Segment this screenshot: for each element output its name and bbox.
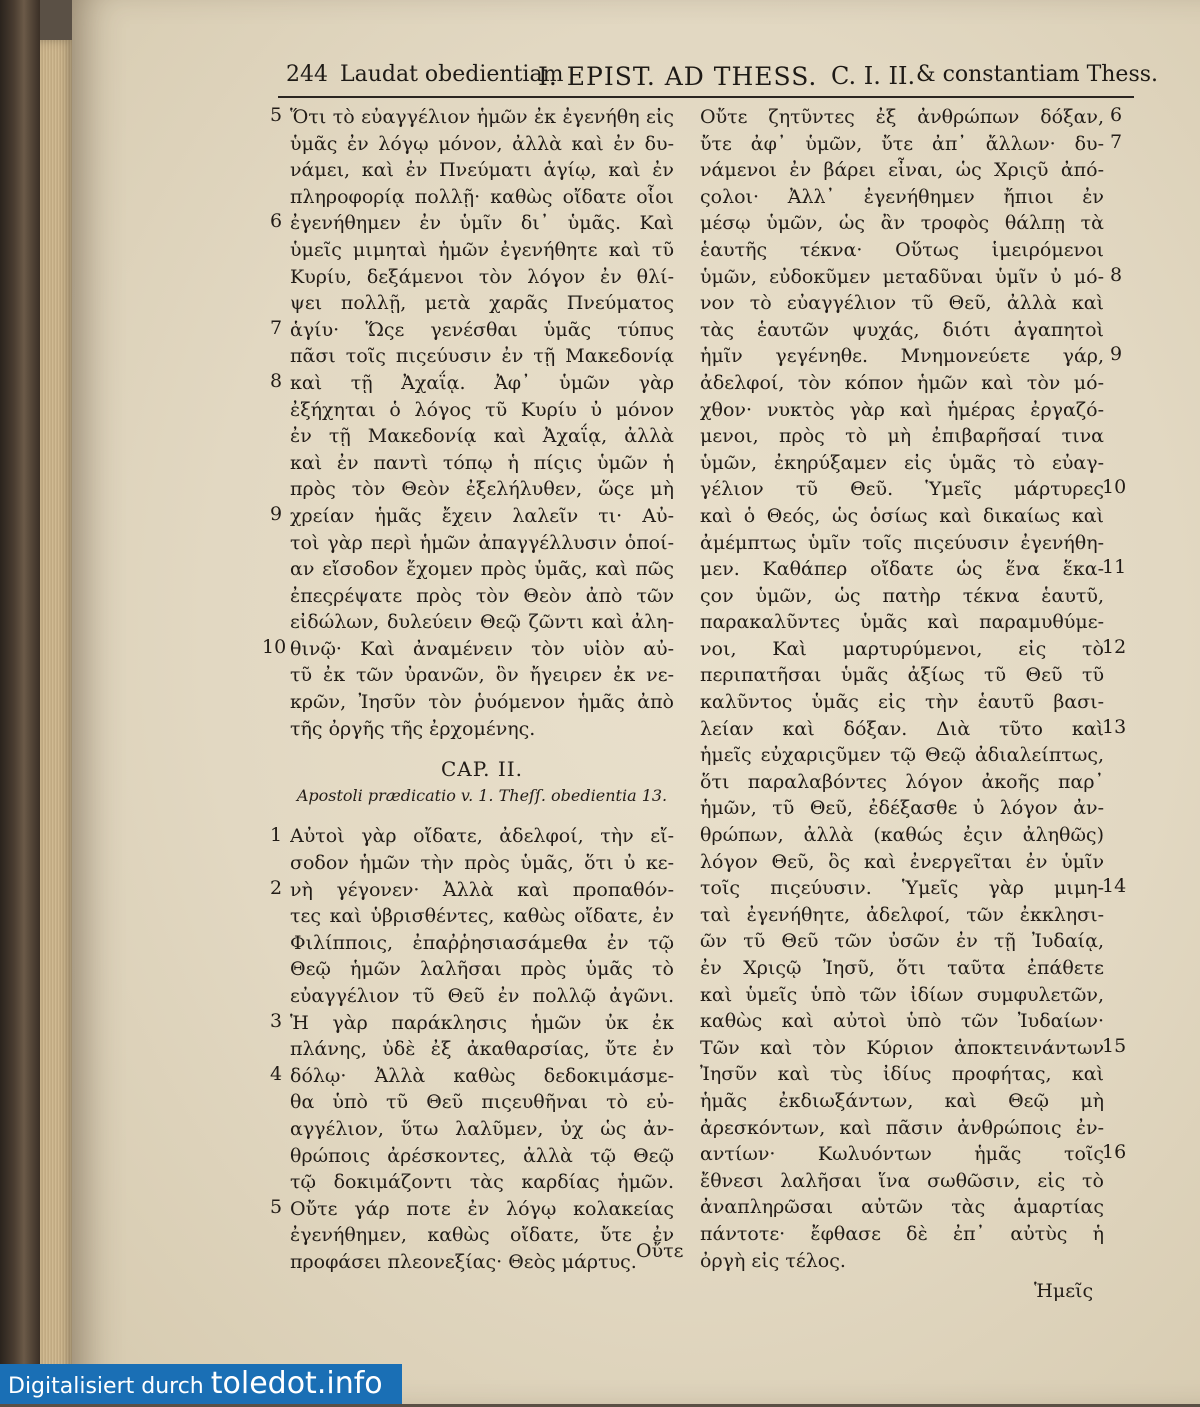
text-line: ψει πολλῇ, μετὰ χαρᾶς Πνεύματος xyxy=(290,292,674,315)
text-line: ἐγενήθημεν, καθὼς οἴδατε, ὔτε ἐν xyxy=(290,1224,674,1247)
text-line: ἐγενήθημεν ἐν ὑμῖν δι᾽ ὑμᾶς. Καὶ xyxy=(290,212,674,235)
text-line: ἀρεσκόντων, καὶ πᾶσιν ἀνθρώποις ἐν- xyxy=(700,1116,1104,1139)
text-line: ὀργὴ εἰς τέλος. xyxy=(700,1249,846,1272)
text-line: πληροφορίᾳ πολλῇ· καθὼς οἴδατε οἷοι xyxy=(290,185,674,208)
text-line: νάμει, καὶ ἐν Πνεύματι ἁγίῳ, καὶ ἐν xyxy=(290,159,674,182)
text-line: μέσῳ ὑμῶν, ὡς ἂν τροφὸς θάλπῃ τὰ xyxy=(700,212,1104,235)
header-title: I. EPIST. AD THESS. xyxy=(538,62,818,91)
text-line: ἡμῖν γεγένηθε. Μνημονεύετε γάρ, xyxy=(700,345,1104,368)
text-line: θινῷ· Καὶ ἀναμένειν τὸν υἱὸν αὐ- xyxy=(290,637,674,660)
text-line: καλῦντος ὑμᾶς εἰς τὴν ἑαυτῦ βασι- xyxy=(700,691,1104,714)
text-line: Οὔτε γάρ ποτε ἐν λόγῳ κολακείας xyxy=(290,1197,674,1220)
text-line: λόγον Θεῦ, ὃς καὶ ἐνεργεῖται ἐν ὑμῖν xyxy=(700,850,1104,873)
text-line: δόλῳ· Ἀλλὰ καθὼς δεδοκιμάσμε- xyxy=(290,1064,674,1087)
text-line: νοι, Καὶ μαρτυρύμενοι, εἰς τὸ xyxy=(700,637,1104,660)
verse-number: 1 xyxy=(270,823,283,846)
text-line: ἑαυτῆς τέκνα· Οὕτως ἱμειρόμενοι xyxy=(700,238,1104,261)
text-line: Ἰησῦν καὶ τὺς ἰδίυς προφήτας, καὶ xyxy=(700,1063,1104,1086)
right-text xyxy=(700,104,1104,1274)
text-line: ἐπεςρέψατε πρὸς τὸν Θεὸν ἀπὸ τῶν xyxy=(290,584,674,607)
text-line: ἐν τῇ Μακεδονίᾳ καὶ Ἀχαΐᾳ, ἀλλὰ xyxy=(290,425,674,448)
text-line: πλάνης, ὐδὲ ἐξ ἀκαθαρσίας, ὔτε ἐν xyxy=(290,1038,674,1061)
verse-number: 8 xyxy=(1110,263,1123,286)
watermark-prefix: Digitalisiert durch xyxy=(8,1374,204,1399)
text-line: καὶ ἐν παντὶ τόπῳ ἡ πίςις ὑμῶν ἡ xyxy=(290,451,674,474)
verse-number: 13 xyxy=(1102,715,1127,738)
text-line: ἀναπληρῶσαι αὐτῶν τὰς ἁμαρτίας xyxy=(700,1196,1104,1219)
left-column xyxy=(290,104,674,1276)
text-line: ςολοι· Ἀλλ᾽ ἐγενήθημεν ἤπιοι ἐν xyxy=(700,185,1104,208)
text-line: Οὔτε ζητῦντες ἐξ ἀνθρώπων δόξαν, xyxy=(700,106,1104,128)
text-line: μενοι, πρὸς τὸ μὴ ἐπιβαρῆσαί τινα xyxy=(700,425,1104,448)
text-line: ὑμεῖς μιμηταὶ ἡμῶν ἐγενήθητε καὶ τῦ xyxy=(290,238,674,261)
text-line: ἔθνεσι λαλῆσαι ἵνα σωθῶσιν, εἰς τὸ xyxy=(700,1169,1104,1192)
text-line: ὑμᾶς ἐν λόγῳ μόνον, ἀλλὰ καὶ ἐν δυ- xyxy=(290,132,674,155)
right-catchword: Ἡμεῖς xyxy=(1034,1280,1094,1302)
text-line: ὔτε ἀφ᾽ ὑμῶν, ὔτε ἀπ᾽ ἄλλων· δυ- xyxy=(700,132,1104,155)
text-line: θρώπων, ἀλλὰ (καθώς ἐςιν ἀληθῶς) xyxy=(700,824,1104,847)
text-line: χθον· νυκτὸς γὰρ καὶ ἡμέρας ἐργαζό- xyxy=(700,398,1104,421)
text-line: πρὸς τὸν Θεὸν ἐξελήλυθεν, ὥςε μὴ xyxy=(290,478,674,501)
text-line: ἀμέμπτως ὑμῖν τοῖς πιςεύυσιν ἐγενήθη- xyxy=(700,531,1104,554)
text-line: καὶ ὑμεῖς ὑπὸ τῶν ἰδίων συμφυλετῶν, xyxy=(700,983,1104,1006)
text-line: θρώποις ἀρέσκοντες, ἀλλὰ τῷ Θεῷ xyxy=(290,1144,674,1167)
text-line: νὴ γέγονεν· Ἀλλὰ καὶ προπαθόν- xyxy=(290,878,674,901)
text-line: ὅτι παραλαβόντες λόγον ἀκοῆς παρ᾽ xyxy=(700,770,1104,793)
text-line: τὰς ἑαυτῶν ψυχάς, διότι ἀγαπητοὶ xyxy=(700,318,1104,341)
left-catchword: Οὔτε xyxy=(636,1240,684,1262)
text-line: κρῶν, Ἰησῦν τὸν ῥυόμενον ἡμᾶς ἀπὸ xyxy=(290,691,674,714)
verse-number: 4 xyxy=(270,1063,283,1085)
header-right-text: & constantiam Thess. xyxy=(916,62,1159,87)
text-line: Τῶν καὶ τὸν Κύριον ἀποκτεινάντων xyxy=(700,1036,1104,1059)
book-spine xyxy=(0,0,40,1404)
text-line: καὶ τῇ Ἀχαΐᾳ. Ἀφ᾽ ὑμῶν γὰρ xyxy=(290,371,674,394)
spacer xyxy=(290,742,674,756)
text-line: Θεῷ ἡμῶν λαλῆσαι πρὸς ὑμᾶς τὸ xyxy=(290,958,674,981)
left-text-after-cap xyxy=(290,823,674,1275)
verse-number: 5 xyxy=(270,104,283,126)
page-block-edges xyxy=(40,40,74,1380)
text-line: ἐξήχηται ὁ λόγος τῦ Κυρίυ ὐ μόνον xyxy=(290,398,674,421)
text-line: ἡμᾶς ἐκδιωξάντων, καὶ Θεῷ μὴ xyxy=(700,1089,1104,1112)
header-chapter: C. I. II. xyxy=(831,62,916,90)
verse-number: 3 xyxy=(270,1009,283,1032)
text-line: θα ὑπὸ τῦ Θεῦ πιςευθῆναι τὸ εὐ- xyxy=(290,1091,674,1114)
text-line: ἐν Χριςῷ Ἰησῦ, ὅτι ταῦτα ἐπάθετε xyxy=(700,957,1104,979)
verse-number: 12 xyxy=(1102,636,1127,658)
chapter-title: CAP. II. xyxy=(440,757,524,782)
header-left-text: Laudat obedientiam xyxy=(340,62,564,87)
chapter-summary: Apostoli prædicatio v. 1. Theſſ. obedientia 13. xyxy=(296,785,668,805)
text-line: τοῖς πιςεύυσιν. Ὑμεῖς γὰρ μιμη- xyxy=(700,877,1104,900)
text-line: ςον ὑμῶν, ὡς πατὴρ τέκνα ἑαυτῦ, xyxy=(700,584,1104,607)
text-line: χρείαν ἡμᾶς ἔχειν λαλεῖν τι· Αὐ- xyxy=(290,504,674,527)
text-line: εἰδώλων, δυλεύειν Θεῷ ζῶντι καὶ ἀλη- xyxy=(290,611,674,634)
text-line: νάμενοι ἐν βάρει εἶναι, ὡς Χριςῦ ἀπό- xyxy=(700,159,1104,182)
text-line: αν εἴσοδον ἔχομεν πρὸς ὑμᾶς, καὶ πῶς xyxy=(290,558,674,581)
verse-number: 6 xyxy=(1110,104,1123,126)
text-line: αγγέλιον, ὕτω λαλῦμεν, ὐχ ὡς ἀν- xyxy=(290,1117,674,1140)
watermark-brand[interactable]: toledot.info xyxy=(210,1366,383,1401)
text-line: αντίων· Κωλυόντων ἡμᾶς τοῖς xyxy=(700,1143,1104,1166)
verse-number: 16 xyxy=(1102,1141,1127,1164)
text-line: τες καὶ ὑβρισθέντες, καθὼς οἴδατε, ἐν xyxy=(290,905,674,928)
text-line: προφάσει πλεονεξίας· Θεὸς μάρτυς. xyxy=(290,1250,637,1273)
text-line: ὑμῶν, εὐδοκῦμεν μεταδῦναι ὑμῖν ὐ μό- xyxy=(700,265,1104,288)
verse-number: 8 xyxy=(270,370,283,392)
text-line: πᾶσι τοῖς πιςεύυσιν ἐν τῇ Μακεδονίᾳ xyxy=(290,345,674,368)
text-line: ἡμεῖς εὐχαριςῦμεν τῷ Θεῷ ἀδιαλείπτως, xyxy=(700,744,1104,767)
verse-number: 5 xyxy=(270,1196,283,1218)
text-line: Ὅτι τὸ εὐαγγέλιον ἡμῶν ἐκ ἐγενήθη εἰς xyxy=(290,106,674,128)
text-line: πάντοτε· ἔφθασε δὲ ἐπ᾽ αὐτὺς ἡ xyxy=(700,1222,1104,1245)
text-line: παρακαλῦντες ὑμᾶς καὶ παραμυθύμε- xyxy=(700,611,1104,634)
verse-number: 10 xyxy=(1102,476,1127,499)
verse-number: 11 xyxy=(1102,556,1127,579)
left-text-before-cap xyxy=(290,104,674,742)
text-line: καθὼς καὶ αὐτοὶ ὑπὸ τῶν Ἰυδαίων· xyxy=(700,1010,1104,1033)
text-line: Αὐτοὶ γὰρ οἴδατε, ἀδελφοί, τὴν εἴ- xyxy=(290,825,674,848)
right-column xyxy=(700,104,1104,1274)
text-line: περιπατῆσαι ὑμᾶς ἀξίως τῦ Θεῦ τῦ xyxy=(700,664,1104,687)
text-line: ἀδελφοί, τὸν κόπον ἡμῶν καὶ τὸν μό- xyxy=(700,371,1104,394)
header-rule xyxy=(278,96,1134,98)
spacer xyxy=(290,809,674,823)
text-line: τῷ δοκιμάζοντι τὰς καρδίας ἡμῶν. xyxy=(290,1171,674,1194)
verse-number: 7 xyxy=(270,316,283,339)
text-line: νον τὸ εὐαγγέλιον τῦ Θεῦ, ἀλλὰ καὶ xyxy=(700,292,1104,315)
text-line: ἡμῶν, τῦ Θεῦ, ἐδέξασθε ὐ λόγον ἀν- xyxy=(700,797,1104,820)
verse-number: 14 xyxy=(1102,875,1127,898)
digitization-watermark[interactable] xyxy=(0,1364,402,1404)
text-line: Ἡ γὰρ παράκλησις ἡμῶν ὐκ ἐκ xyxy=(290,1011,674,1034)
text-line: ῶν τῦ Θεῦ τῶν ὐσῶν ἐν τῇ Ἰυδαίᾳ, xyxy=(700,930,1104,953)
page-number: 244 xyxy=(286,62,328,87)
text-line: τῆς ὀργῆς τῆς ἐρχομένης. xyxy=(290,717,536,740)
running-header xyxy=(286,62,1159,98)
text-line: τοὶ γὰρ περὶ ἡμῶν ἀπαγγέλλυσιν ὁποί- xyxy=(290,531,674,554)
text-line: ὑμῶν, ἐκηρύξαμεν εἰς ὑμᾶς τὸ εὐαγ- xyxy=(700,451,1104,474)
verse-number: 7 xyxy=(1110,130,1123,153)
verse-number: 9 xyxy=(270,503,283,525)
verse-number: 2 xyxy=(270,876,283,899)
text-line: μεν. Καθάπερ οἴδατε ὡς ἕνα ἕκα- xyxy=(700,558,1104,581)
text-line: καὶ ὁ Θεός, ὡς ὁσίως καὶ δικαίως καὶ xyxy=(700,504,1104,527)
verse-number: 9 xyxy=(1110,343,1123,366)
text-line: εὐαγγέλιον τῦ Θεῦ ἐν πολλῷ ἀγῶνι. xyxy=(290,985,674,1007)
text-line: τῦ ἐκ τῶν ὐρανῶν, ὃν ἤγειρεν ἐκ νε- xyxy=(290,664,674,687)
text-line: ταὶ ἐγενήθητε, ἀδελφοί, τῶν ἐκκλησι- xyxy=(700,903,1104,926)
verse-number: 15 xyxy=(1102,1035,1127,1057)
text-line: ἁγίυ· Ὥςε γενέσθαι ὑμᾶς τύπυς xyxy=(290,318,674,341)
text-line: λείαν καὶ δόξαν. Διὰ τῦτο καὶ xyxy=(700,717,1104,740)
text-line: Κυρίυ, δεξάμενοι τὸν λόγον ἐν θλί- xyxy=(290,265,674,288)
verse-number: 6 xyxy=(270,210,283,233)
text-line: σοδον ἡμῶν τὴν πρὸς ὑμᾶς, ὅτι ὐ κε- xyxy=(290,852,674,875)
verse-number: 10 xyxy=(262,636,287,658)
text-line: γέλιον τῦ Θεῦ. Ὑμεῖς μάρτυρες xyxy=(700,478,1104,501)
text-line: Φιλίπποις, ἐπαῤῥησιασάμεθα ἐν τῷ xyxy=(290,931,674,954)
